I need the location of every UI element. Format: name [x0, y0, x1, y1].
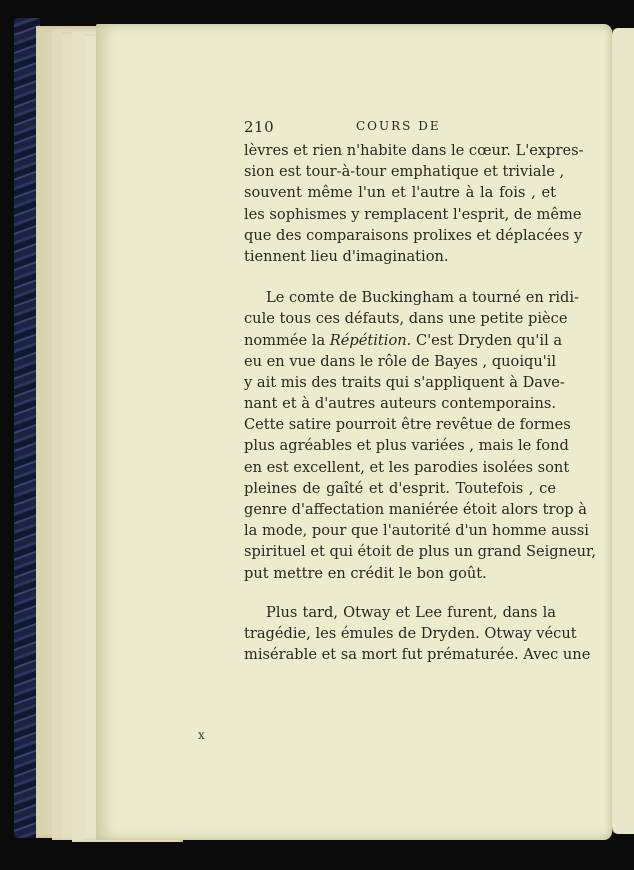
text-line: en est excellent, et les parodies isolées sont: [244, 458, 570, 476]
page-text: [244, 118, 597, 665]
text-line: tiennent lieu d'imagination.: [244, 247, 449, 265]
page-header: [244, 118, 556, 140]
text-line: Le comte de Buckingham a tourné en ridi-: [266, 289, 579, 307]
text-line: put mettre en crédit le bon goût.: [244, 564, 487, 582]
text-line: y ait mis des traits qui s'appliquent à Dave-: [244, 373, 565, 391]
text-line: la mode, pour que l'autorité d'un homme aussi: [244, 522, 589, 540]
text-line: que des comparaisons prolixes et déplacées y: [244, 226, 583, 244]
text-line: plus agréables et plus variées , mais le fond: [244, 437, 569, 455]
text-line: sion est tour-à-tour emphatique et triviale ,: [244, 163, 565, 181]
text-line: cule tous ces défauts, dans une petite pièce: [244, 310, 568, 328]
text-line: les sophismes y remplacent l'esprit, de même: [244, 205, 582, 223]
text-line: souvent même l'un et l'autre à la fois , et: [244, 184, 556, 202]
margin-mark: x: [198, 728, 205, 742]
text-line: tragédie, les émules de Dryden. Otway vécut: [244, 624, 577, 642]
text-line: Cette satire pourroit être revêtue de formes: [244, 416, 571, 434]
text-line: nant et à d'autres auteurs contemporains.: [244, 395, 556, 413]
text-line: lèvres et rien n'habite dans le cœur. L'expres-: [244, 142, 584, 159]
paragraph-3: [244, 602, 591, 666]
text-line: pleines de gaîté et d'esprit. Toutefois , ce: [244, 479, 556, 497]
text-fragment: C'est Dryden qu'il a: [415, 331, 563, 349]
text-line: Plus tard, Otway et Lee furent, dans la: [266, 603, 556, 621]
page-number: 210: [244, 118, 275, 136]
text-line: eu en vue dans le rôle de Bayes , quoiqu'il: [244, 352, 557, 370]
running-head: COURS DE: [356, 119, 441, 133]
text-line: misérable et sa mort fut prématurée. Avec une: [244, 646, 591, 664]
paragraph-1: [244, 140, 584, 267]
text-line: spirituel et qui étoit de plus un grand Seigneur,: [244, 543, 597, 561]
text-line-with-title: [244, 330, 563, 351]
text-fragment: nommée la: [244, 331, 326, 349]
paragraph-2: [244, 287, 597, 584]
italic-title: Répétition.: [329, 331, 412, 349]
facing-page-edge: [610, 28, 634, 834]
text-line: genre d'affectation maniérée étoit alors trop à: [244, 501, 587, 518]
